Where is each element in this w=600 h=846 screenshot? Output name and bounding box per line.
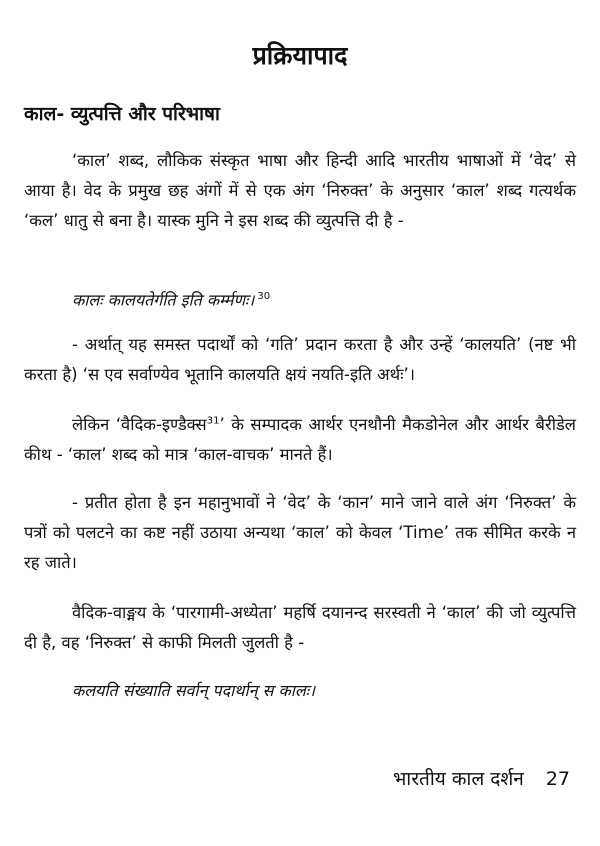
- paragraph-4-text: - प्रतीत होता है इन महानुभावों ने ‘वेद’ के ‘कान’ माने जाने वाले अंग ‘निरुक्त’ के पत्रों को पलटने का कष्ट नहीं उठाया अन्यथा ‘काल’ को केवल ‘Time’ तक सीमित करके न रह जाते।: [24, 493, 576, 572]
- section-heading: काल- व्युत्पत्ति और परिभाषा: [24, 103, 220, 125]
- paragraph-5: [24, 598, 576, 658]
- paragraph-2: [24, 330, 576, 390]
- page-number: 27: [545, 768, 570, 790]
- paragraph-5-text: वैदिक-वाङ्मय के ‘पारगामी-अध्येता’ महर्षि दयानन्द सरस्वती ने ‘काल’ की जो व्युत्पत्ति दी है, वह ‘निरुक्त’ से काफी मिलती जुलती है -: [24, 603, 576, 652]
- chapter-title: प्रक्रियापाद: [252, 41, 348, 70]
- paragraph-2-text: - अर्थात् यह समस्त पदार्थों को ‘गति’ प्रदान करता है और उन्हें ‘कालयति’ (नष्ट भी करता है) ‘स एव सर्वाण्येव भूतानि कालयति क्षयं नयति-इति अर्थः’।: [24, 335, 576, 384]
- paragraph-4: [24, 488, 576, 578]
- paragraph-1: [24, 146, 576, 236]
- quote-1: [72, 282, 572, 315]
- quote-1-text: कालः कालयतेर्गति इति कर्म्मणः।: [72, 290, 255, 310]
- footnote-ref-31: 31: [206, 415, 220, 427]
- footnote-ref-30: 30: [257, 291, 271, 302]
- paragraph-3-text: [24, 410, 576, 470]
- running-book-title: भारतीय काल दर्शन: [392, 768, 524, 790]
- paragraph-3: [24, 410, 576, 470]
- page-footer: [393, 765, 570, 791]
- quote-2: कलयति संख्याति सर्वान् पदार्थान् स कालः।: [72, 681, 316, 700]
- paragraph-1-text: ‘काल’ शब्द, लौकिक संस्कृत भाषा और हिन्दी आदि भारतीय भाषाओं में ‘वेद’ से आया है। वेद के प्रमुख छह अंगों में से एक अंग ‘निरुक्त’ के अनुसार ‘काल’ शब्द गत्यर्थक ‘कल’ धातु से बना है। यास्क मुनि ने इस शब्द की व्युत्पत्ति दी है -: [24, 151, 576, 230]
- paragraph-3-before: लेकिन ‘वैदिक-इण्डैक्स: [72, 415, 207, 434]
- paragraph-3-after: ’ के सम्पादक आर्थर एनथौनी मैकडोनेल और आर्थर बैरीडेल कीथ - ‘काल’ शब्द को मात्र ‘काल-वाचक’ मानते हैं।: [24, 415, 576, 464]
